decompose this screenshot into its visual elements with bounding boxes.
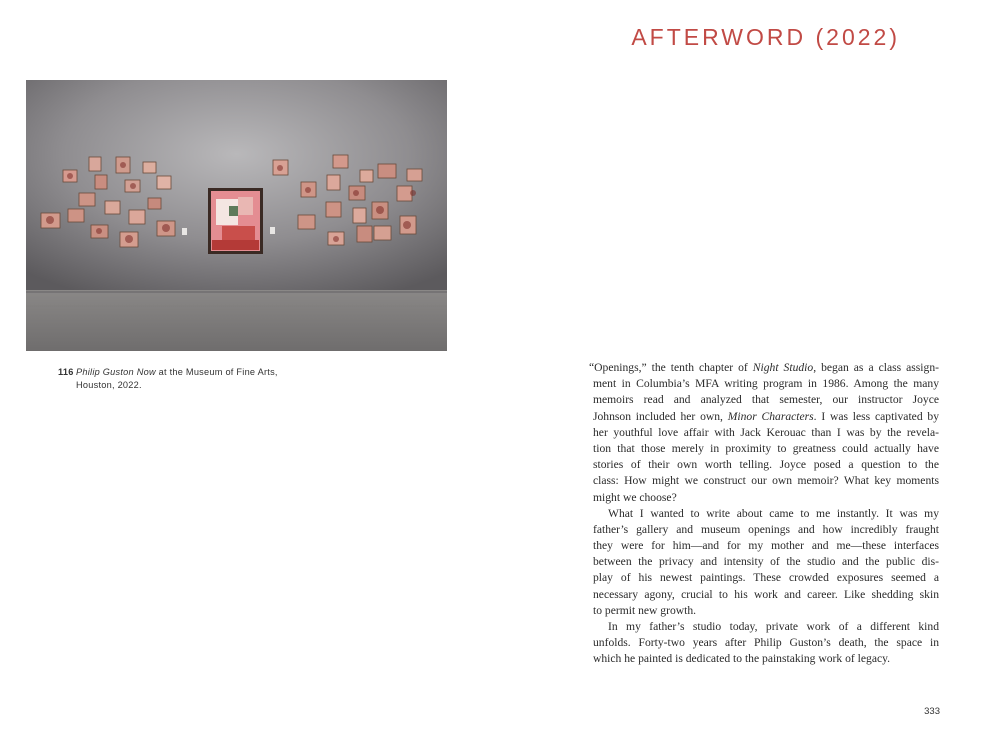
body-text-run: In my father’s studio today, private work of a different kind [608, 620, 939, 633]
body-line [593, 603, 939, 619]
body-text-run: father’s gallery and museum openings and how incredibly fraught [593, 522, 939, 536]
body-text-run: to permit new growth. [593, 603, 697, 617]
body-text-run: might we choose? [593, 490, 677, 504]
figure-number: 116 [58, 367, 74, 377]
body-text [589, 360, 939, 668]
body-text-run: between the privacy and intensity of the studio and the public dis- [593, 555, 939, 569]
body-line [589, 360, 939, 376]
book-title: Night Studio [752, 361, 814, 374]
body-line [593, 441, 939, 457]
caption-line-1 [76, 366, 278, 379]
body-line [593, 619, 939, 635]
caption-line-2: Houston, 2022. [76, 380, 142, 390]
body-text-run: ment in Columbia’s MFA writing program in 1986. Among the many [593, 377, 939, 391]
body-text-run: memoirs read and analyzed that semester, our instructor Joyce [593, 393, 939, 407]
body-text-run: tion that those merely in proximity to greatness could actually have [593, 441, 939, 455]
gallery-photo [26, 80, 447, 351]
body-line [593, 409, 939, 425]
book-title: Minor Characters [727, 409, 814, 423]
body-line [593, 425, 939, 441]
body-line [593, 473, 939, 489]
body-line [593, 376, 939, 392]
body-line [593, 554, 939, 570]
body-text-run: which he painted is dedicated to the painstaking work of legacy. [593, 652, 891, 666]
body-text-run: What I wanted to write about came to me instantly. It was my [608, 506, 939, 520]
body-text-run: stories of their own worth telling. Joyce posed a question to the [593, 458, 939, 472]
page-number: 333 [924, 706, 940, 717]
body-line [593, 635, 939, 651]
body-text-run: necessary agony, crucial to his work and career. Like shedding skin [593, 587, 939, 601]
body-text-run: her youthful love affair with Jack Kerouac than I was by the revela- [593, 425, 939, 439]
body-line [593, 570, 939, 586]
body-line [593, 392, 939, 408]
body-line [593, 651, 939, 667]
gallery-photo-image [26, 80, 447, 351]
body-text-run: play of his newest paintings. These crowded exposures seemed a [593, 571, 939, 585]
caption-rest: at the Museum of Fine Arts, [155, 367, 278, 377]
body-line [593, 490, 939, 506]
body-line [593, 522, 939, 538]
body-line [593, 506, 939, 522]
body-text-run: , began as a class assign- [813, 361, 939, 374]
body-text-run: “Openings,” the tenth chapter of [589, 361, 753, 374]
body-text-run: they were for him—and for my mother and me—these interfaces [593, 539, 939, 553]
caption-title: Philip Guston Now [76, 367, 156, 377]
body-line [593, 538, 939, 554]
body-text-run: Johnson included her own, [593, 409, 728, 423]
body-line [593, 457, 939, 473]
chapter-title: AFTERWORD (2022) [631, 24, 900, 50]
body-line [593, 587, 939, 603]
body-text-run: class: How might we construct our own memoir? What key moments [593, 474, 939, 488]
body-text-run: unfolds. Forty-two years after Philip Guston’s death, the space in [593, 636, 939, 650]
body-text-run: . I was less captivated by [813, 409, 939, 423]
